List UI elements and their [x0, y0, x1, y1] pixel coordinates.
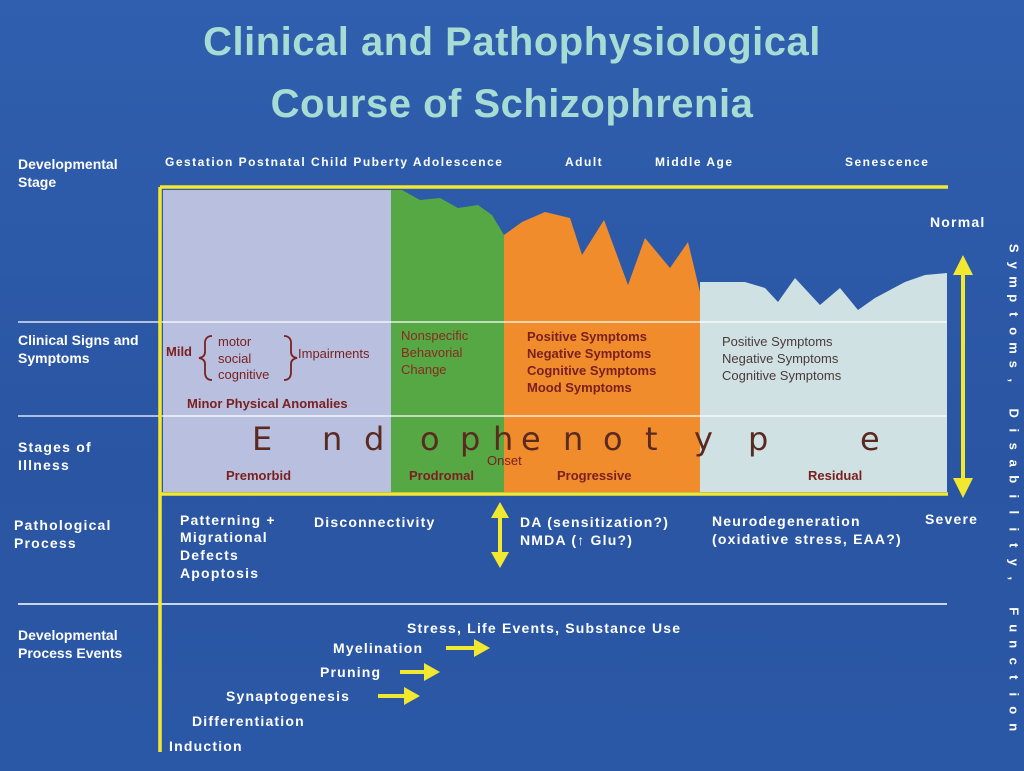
event-differentiation: Differentiation — [192, 713, 305, 729]
pathology-da: DA (sensitization?) — [520, 514, 670, 530]
endophenotype-letter: e — [521, 420, 541, 458]
title-line-2: Course of Schizophrenia — [270, 82, 754, 126]
title-line-1: Clinical and Pathophysiological — [203, 20, 821, 64]
prodromal-sign-2: Behavorial — [401, 345, 463, 360]
synaptogenesis-arrow-head — [404, 687, 420, 705]
endophenotype-letter: p — [460, 420, 481, 458]
premorbid-mild: Mild — [166, 344, 192, 359]
endophenotype-letter: E — [252, 420, 273, 458]
scale-axis-label: S y m p t o m s , D i s a b i l i t y , F u n c t i o n — [1006, 243, 1022, 731]
premorbid-social: social — [218, 351, 252, 366]
pathology-apoptosis: Apoptosis — [180, 565, 260, 581]
event-myelination: Myelination — [333, 640, 424, 656]
scale-arrow-up-head — [953, 255, 973, 275]
endophenotype-letter: o — [603, 420, 623, 458]
endophenotype-letter: h — [493, 420, 514, 458]
stage-onset: Onset — [487, 453, 522, 468]
premorbid-impairments: Impairments — [298, 346, 370, 361]
premorbid-motor: motor — [218, 334, 252, 349]
endophenotype-letter: n — [563, 420, 584, 458]
row-label-developmental-stage: Developmental Stage — [18, 156, 118, 190]
pathology-migrational: Migrational — [180, 529, 268, 545]
endophenotype-letter: d — [364, 420, 385, 458]
stage-senescence: Senescence — [845, 155, 930, 169]
progressive-sign-4: Mood Symptoms — [527, 380, 632, 395]
stage-residual: Residual — [808, 468, 863, 483]
premorbid-cognitive: cognitive — [218, 367, 270, 382]
row-label-pathological-process: Pathological Process — [14, 517, 112, 551]
stage-middle-age: Middle Age — [655, 155, 734, 169]
pathology-nmda: NMDA (↑ Glu?) — [520, 532, 634, 548]
scale-severe-label: Severe — [925, 511, 979, 527]
premorbid-region — [163, 190, 391, 492]
pruning-arrow-head — [424, 663, 440, 681]
stage-prodromal: Prodromal — [409, 468, 475, 483]
endophenotype-letter: y — [694, 420, 713, 458]
row-label-developmental-process-events: Developmental Process Events — [18, 627, 123, 661]
pathology-disconnectivity: Disconnectivity — [314, 514, 436, 530]
endophenotype-letter: p — [748, 420, 769, 458]
premorbid-anomalies: Minor Physical Anomalies — [187, 396, 348, 411]
stage-early-development: Gestation Postnatal Child Puberty Adolescence — [165, 155, 504, 169]
event-induction: Induction — [169, 738, 243, 754]
event-stress: Stress, Life Events, Substance Use — [407, 620, 682, 636]
endophenotype-letter: e — [860, 420, 880, 458]
endophenotype-letter: o — [420, 420, 440, 458]
onset-arrow-down-head — [491, 552, 509, 568]
pathology-neurodegeneration: Neurodegeneration — [712, 513, 861, 529]
progressive-sign-1: Positive Symptoms — [527, 329, 647, 344]
row-label-stages-of-illness: Stages of Illness — [18, 439, 92, 473]
endophenotype-letter: t — [645, 420, 658, 458]
residual-sign-1: Positive Symptoms — [722, 334, 833, 349]
myelination-arrow-head — [474, 639, 490, 657]
stage-progressive: Progressive — [557, 468, 632, 483]
scale-arrow-down-head — [953, 478, 973, 498]
pathology-oxidative-stress: (oxidative stress, EAA?) — [712, 531, 902, 547]
onset-arrow-up-head — [491, 502, 509, 518]
event-pruning: Pruning — [320, 664, 382, 680]
prodromal-sign-1: Nonspecific — [401, 328, 469, 343]
endophenotype-letter: n — [322, 420, 343, 458]
stage-premorbid: Premorbid — [226, 468, 292, 483]
progressive-sign-2: Negative Symptoms — [527, 346, 652, 361]
prodromal-sign-3: Change — [401, 362, 447, 377]
scale-normal-label: Normal — [930, 214, 986, 230]
event-synaptogenesis: Synaptogenesis — [226, 688, 351, 704]
progressive-sign-3: Cognitive Symptoms — [527, 363, 657, 378]
residual-sign-2: Negative Symptoms — [722, 351, 839, 366]
residual-sign-3: Cognitive Symptoms — [722, 368, 842, 383]
pathology-defects: Defects — [180, 547, 239, 563]
row-label-clinical-signs: Clinical Signs and Symptoms — [18, 332, 139, 366]
stage-adult: Adult — [565, 155, 604, 169]
pathology-patterning: Patterning + — [180, 512, 276, 528]
